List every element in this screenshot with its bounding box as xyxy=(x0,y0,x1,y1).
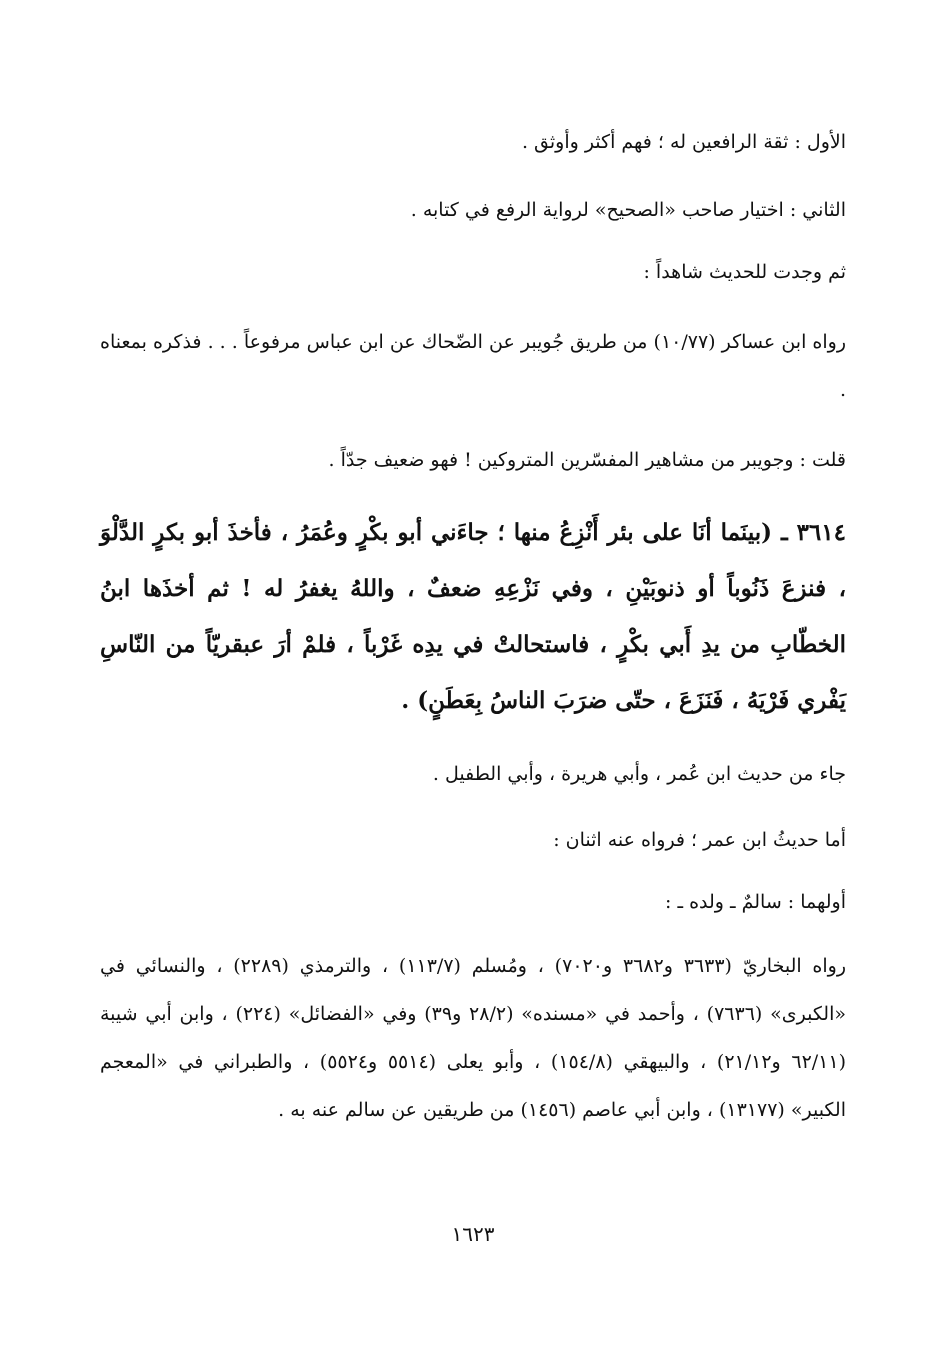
paragraph-ibn-asakir: رواه ابن عساكر (١٠/٧٧) من طريق جُويبر عن الضّحاك عن ابن عباس مرفوعاً . . . فذكره بمعناه . xyxy=(100,331,846,401)
paragraph-witness-intro: ثم وجدت للحديث شاهداً : xyxy=(643,261,846,283)
paragraph-second-reason: الثاني : اختيار صاحب «الصحيح» لرواية الرفع في كتابه . xyxy=(410,199,846,221)
paragraph-narrators: جاء من حديث ابن عُمر ، وأبي هريرة ، وأبي الطفيل . xyxy=(432,763,846,785)
paragraph-ibn-umar: أما حديثُ ابن عمر ؛ فرواه عنه اثنان : xyxy=(553,829,846,851)
paragraph-salim: أولهما : سالمٌ ـ ولده ـ : xyxy=(665,891,846,913)
paragraph-juwaybir-note: قلت : وجويبر من مشاهير المفسّرين المتروكين ! فهو ضعيف جدّاً . xyxy=(328,449,846,471)
paragraph-first-reason: الأول : ثقة الرافعين له ؛ فهم أكثر وأوثق . xyxy=(521,131,846,153)
hadith-3614-text: ٣٦١٤ ـ (بينَما أنَا على بئر أَنْزِعُ منها ؛ جاءَني أبو بكْرٍ وعُمَرُ ، فأخذَ أبو بكرٍ الدَّلْوَ ، فنزعَ ذَنُوباً أو ذنوبَيْنِ ، وفي نَزْعِهِ ضعفٌ ، واللهُ يغفرُ له ! ثم أخذَها ابنُ الخطّابِ من يدِ أَبي بكْرٍ ، فاستحالتْ في يدِه غَرْباً ، فلمْ أرَ عبقريّاً من النّاسِ يَفْري فَرْيَهُ ، فَنَزَعَ ، حتّى ضرَبَ الناسُ بِعَطَنٍ) . xyxy=(100,519,846,714)
page-number: ١٦٢٣ xyxy=(451,1222,495,1246)
paragraph-takhrij: رواه البخاريّ (٣٦٣٣ و٣٦٨٢ و٧٠٢٠) ، ومُسلم (١١٣/٧) ، والترمذي (٢٢٨٩) ، والنسائي في «الكبرى» (٧٦٣٦) ، وأحمد في «مسنده» (٢٨/٢ و٣٩) وفي «الفضائل» (٢٢٤) ، وابن أبي شيبة (٦٢/١١ و٢١/١٢) ، والبيهقي (١٥٤/٨) ، وأبو يعلى (٥٥١٤ و٥٥٢٤) ، والطبراني في «المعجم الكبير» (١٣١٧٧) ، وابن أبي عاصم (١٤٥٦) من طريقين عن سالم عنه به . xyxy=(100,955,847,1121)
